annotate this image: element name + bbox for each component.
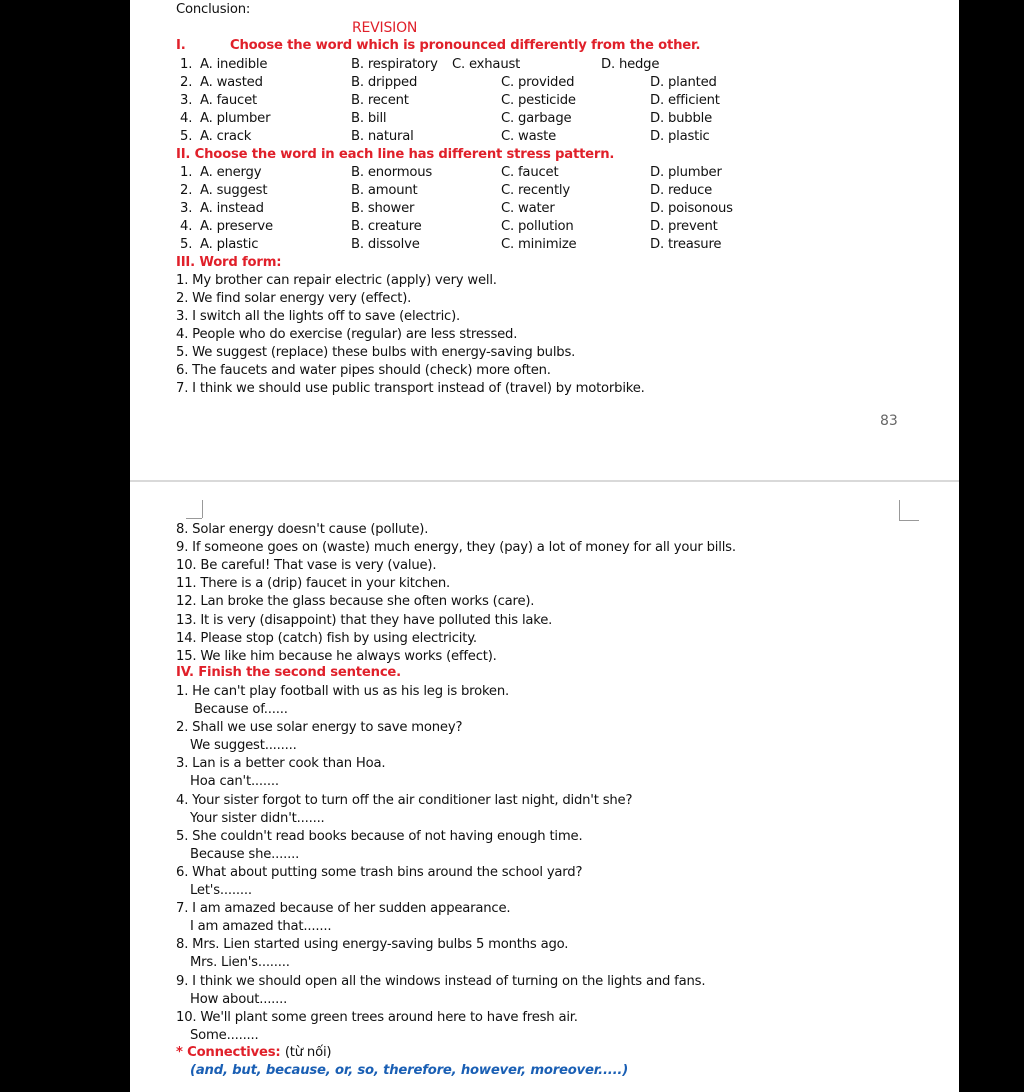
question-number: 3. bbox=[180, 201, 193, 216]
option-c: C. pesticide bbox=[501, 93, 576, 108]
rewrite-question: 3. Lan is a better cook than Hoa. bbox=[176, 756, 386, 772]
option-a: A. crack bbox=[200, 129, 252, 144]
section1-heading: Choose the word which is pronounced differently from the other. bbox=[230, 38, 701, 53]
connectives-row bbox=[176, 1044, 331, 1062]
question-number: 2. bbox=[180, 75, 193, 90]
word-form-item: 14. Please stop (catch) fish by using electricity. bbox=[176, 630, 477, 646]
option-d: D. planted bbox=[650, 75, 717, 90]
word-form-item: 8. Solar energy doesn't cause (pollute). bbox=[176, 522, 429, 537]
question-number: 4. bbox=[180, 219, 193, 234]
rewrite-question: 2. Shall we use solar energy to save money? bbox=[176, 720, 463, 736]
rewrite-question: 4. Your sister forgot to turn off the air conditioner last night, didn't she? bbox=[176, 792, 633, 808]
rewrite-answer-prompt: Because of...... bbox=[194, 702, 288, 717]
option-a: A. inedible bbox=[200, 57, 268, 72]
option-d: D. poisonous bbox=[650, 201, 733, 216]
connectives-vietnamese: (từ nối) bbox=[284, 1045, 332, 1060]
option-a: A. energy bbox=[200, 165, 262, 180]
crop-mark-left-h bbox=[186, 518, 202, 519]
option-a: A. preserve bbox=[200, 219, 273, 234]
option-a: A. faucet bbox=[200, 93, 257, 108]
question-number: 5. bbox=[180, 237, 193, 252]
option-c: C. water bbox=[501, 201, 555, 216]
word-form-item: 10. Be careful! That vase is very (value). bbox=[176, 558, 437, 574]
section1-number: I. bbox=[176, 38, 186, 53]
option-c: C. faucet bbox=[501, 165, 559, 180]
word-form-item: 3. I switch all the lights off to save (electric). bbox=[176, 309, 461, 324]
rewrite-question: 6. What about putting some trash bins around the school yard? bbox=[176, 865, 583, 880]
question-number: 4. bbox=[180, 111, 193, 126]
option-d: D. bubble bbox=[650, 111, 712, 126]
section3-heading: III. Word form: bbox=[176, 255, 282, 270]
option-a: A. plastic bbox=[200, 237, 259, 252]
connectives-list: (and, but, because, or, so, therefore, however, moreover.....) bbox=[190, 1063, 629, 1078]
crop-mark-right-h bbox=[899, 520, 919, 521]
question-number: 2. bbox=[180, 183, 193, 198]
option-b: B. amount bbox=[351, 183, 418, 198]
option-c: C. recently bbox=[501, 183, 570, 198]
option-b: B. respiratory bbox=[351, 57, 438, 72]
rewrite-answer-prompt: We suggest........ bbox=[190, 738, 297, 754]
option-c: C. pollution bbox=[501, 219, 574, 234]
option-d: D. reduce bbox=[650, 183, 713, 198]
option-b: B. shower bbox=[351, 201, 415, 216]
rewrite-answer-prompt: Mrs. Lien's........ bbox=[190, 955, 290, 971]
page-number: 83 bbox=[880, 413, 898, 429]
word-form-item: 5. We suggest (replace) these bulbs with energy-saving bulbs. bbox=[176, 345, 576, 360]
option-d: D. prevent bbox=[650, 219, 718, 234]
document-page-1 bbox=[130, 0, 959, 480]
option-d: D. plumber bbox=[650, 165, 722, 180]
word-form-item: 2. We find solar energy very (effect). bbox=[176, 291, 412, 306]
option-c: C. provided bbox=[501, 75, 575, 90]
option-d: D. plastic bbox=[650, 129, 710, 144]
rewrite-answer-prompt: I am amazed that....... bbox=[190, 919, 332, 935]
option-a: A. suggest bbox=[200, 183, 268, 198]
option-a: A. instead bbox=[200, 201, 264, 216]
section2-heading: II. Choose the word in each line has different stress pattern. bbox=[176, 147, 615, 162]
option-b: B. natural bbox=[351, 129, 414, 144]
rewrite-answer-prompt: Hoa can't....... bbox=[190, 774, 279, 790]
option-b: B. dissolve bbox=[351, 237, 420, 252]
question-number: 3. bbox=[180, 93, 193, 108]
rewrite-question: 7. I am amazed because of her sudden appearance. bbox=[176, 901, 511, 917]
conclusion-label: Conclusion: bbox=[176, 2, 251, 17]
option-b: B. enormous bbox=[351, 165, 433, 180]
option-d: D. treasure bbox=[650, 237, 722, 252]
rewrite-answer-prompt: Let's........ bbox=[190, 883, 252, 898]
section4-heading: IV. Finish the second sentence. bbox=[176, 665, 401, 680]
crop-mark-right bbox=[899, 500, 900, 520]
word-form-item: 6. The faucets and water pipes should (check) more often. bbox=[176, 363, 551, 378]
rewrite-answer-prompt: Your sister didn't....... bbox=[190, 810, 325, 826]
question-number: 1. bbox=[180, 165, 193, 180]
option-c: C. waste bbox=[501, 129, 557, 144]
word-form-item: 4. People who do exercise (regular) are less stressed. bbox=[176, 327, 518, 342]
rewrite-question: 1. He can't play football with us as his leg is broken. bbox=[176, 684, 509, 699]
word-form-item: 15. We like him because he always works (effect). bbox=[176, 648, 497, 664]
option-b: B. bill bbox=[351, 111, 387, 126]
rewrite-question: 8. Mrs. Lien started using energy-saving bulbs 5 months ago. bbox=[176, 937, 569, 953]
option-b: B. recent bbox=[351, 93, 409, 108]
document-page-2 bbox=[130, 482, 959, 1092]
option-b: B. creature bbox=[351, 219, 422, 234]
option-d: D. efficient bbox=[650, 93, 720, 108]
option-b: B. dripped bbox=[351, 75, 418, 90]
word-form-item: 11. There is a (drip) faucet in your kitchen. bbox=[176, 576, 451, 592]
word-form-item: 12. Lan broke the glass because she often works (care). bbox=[176, 594, 535, 610]
word-form-item: 7. I think we should use public transport instead of (travel) by motorbike. bbox=[176, 381, 645, 396]
rewrite-question: 9. I think we should open all the windows instead of turning on the lights and fans. bbox=[176, 973, 706, 989]
rewrite-answer-prompt: Some........ bbox=[190, 1027, 259, 1043]
option-c: C. garbage bbox=[501, 111, 572, 126]
option-a: A. plumber bbox=[200, 111, 271, 126]
option-d: D. hedge bbox=[601, 57, 660, 72]
revision-title: REVISION bbox=[352, 20, 418, 36]
connectives-label: * Connectives: bbox=[176, 1045, 281, 1060]
rewrite-question: 5. She couldn't read books because of not having enough time. bbox=[176, 828, 583, 844]
word-form-item: 13. It is very (disappoint) that they have polluted this lake. bbox=[176, 612, 553, 628]
option-c: C. exhaust bbox=[452, 57, 521, 72]
option-c: C. minimize bbox=[501, 237, 577, 252]
option-a: A. wasted bbox=[200, 75, 263, 90]
rewrite-answer-prompt: How about....... bbox=[190, 991, 288, 1007]
rewrite-answer-prompt: Because she....... bbox=[190, 846, 300, 862]
word-form-item: 1. My brother can repair electric (apply) very well. bbox=[176, 273, 497, 288]
question-number: 1. bbox=[180, 57, 193, 72]
question-number: 5. bbox=[180, 129, 193, 144]
word-form-item: 9. If someone goes on (waste) much energy, they (pay) a lot of money for all your bills. bbox=[176, 540, 736, 556]
rewrite-question: 10. We'll plant some green trees around here to have fresh air. bbox=[176, 1009, 578, 1025]
crop-mark-left bbox=[202, 500, 203, 518]
